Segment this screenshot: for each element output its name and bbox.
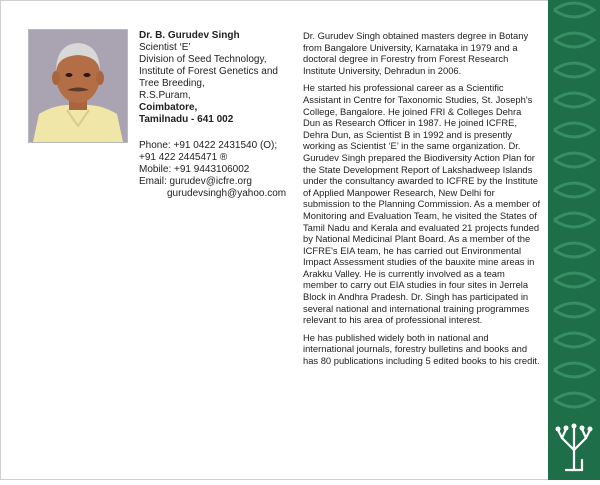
- bio-paragraph: He started his professional career as a Scientific Assistant in Centre for Taxonomic Studies, St. Joseph's College, Bangalore. He joined FRI & Colleges Dehra Dun as Research Officer in 1987. He joined ICFRE, Dehra Dun, as Scientist B in 1992 and is presently working as Scientist ‘E’ in the same organization. Dr. Gurudev Singh prepared the Biodiversity Action Plan for the State Development Report of Lakshadweep Islands under the consultancy awarded to ICFRE by the Institute of Applied Manpower Research, New Delhi for submission to the Planning Commission. As a member of Monitoring and Evaluation Team, he visited the States of Tamil Nadu and Kerala and evaluated 21 projects funded by National Medicinal Plant Board. As a member of the ICFRE's EIA team, he has carried out Environmental Impact Assessment studies of the bauxite mine areas in Arakku Valley. He is currently involved as a team member to carry out EIA studies in four sites in Jerrela Block in Andhra Pradesh. Dr. Singh has participated in several national and international training programmes relevant to his area of professional interest.: [303, 82, 541, 326]
- person-name: Dr. B. Gurudev Singh: [139, 30, 240, 41]
- band-pattern: [548, 0, 600, 480]
- email-primary: Email: gurudev@icfre.org: [139, 176, 252, 187]
- tree-logo-icon: [552, 420, 596, 472]
- phone-office: Phone: +91 0422 2431540 (O);: [139, 140, 278, 151]
- bio-paragraph: Dr. Gurudev Singh obtained masters degree in Botany from Bangalore University, Karnataka in 1979 and a doctoral degree in Forestry from Forest Research Institute University, Dehradun in 2006.: [303, 30, 529, 76]
- address-line: Institute of Forest Genetics and: [139, 66, 278, 77]
- biography: [303, 30, 541, 373]
- designation: Scientist ‘E’: [139, 42, 191, 53]
- bio-paragraph: He has published widely both in national and international journals, forestry bulletins and books and has 80 publications including 5 edited books to his credit.: [303, 331, 540, 367]
- email-secondary: gurudevsingh@yahoo.com: [167, 188, 287, 199]
- portrait-photo: [28, 29, 128, 143]
- city: Coimbatore,: [139, 102, 198, 113]
- state-pin: Tamilnadu - 641 002: [139, 114, 234, 125]
- mobile-number: Mobile: +91 9443106002: [139, 164, 250, 175]
- portrait-illustration: [29, 30, 127, 142]
- address-line: Division of Seed Technology,: [139, 54, 267, 65]
- address-line: R.S.Puram,: [139, 90, 191, 101]
- contact-block: [139, 30, 299, 200]
- address-line: Tree Breeding,: [139, 78, 205, 89]
- phone-alt: +91 422 2445471 ®: [139, 152, 228, 163]
- decorative-side-band: [548, 0, 600, 480]
